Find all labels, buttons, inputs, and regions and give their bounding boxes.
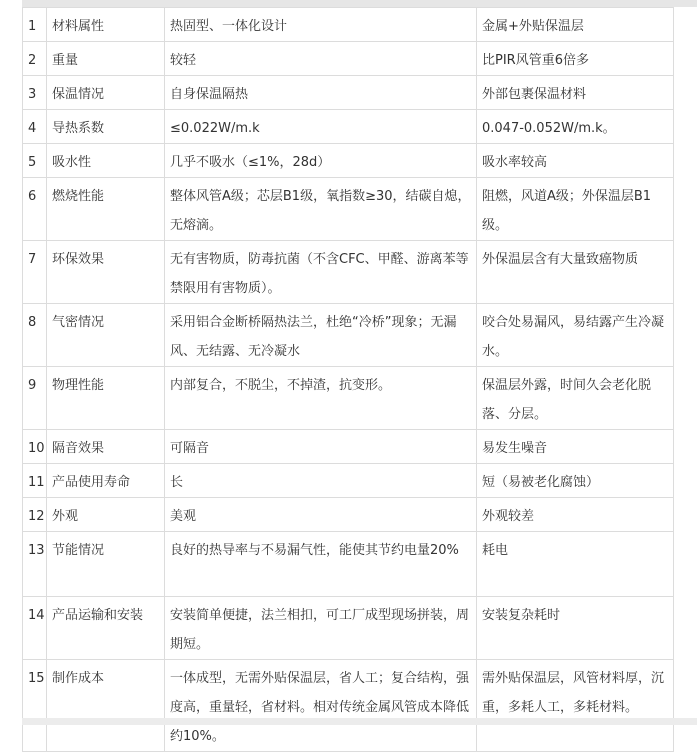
composite-duct-cell: 整体风管A级；芯层B1级，氧指数≥30，结碳自熄，无熔滴。	[165, 178, 477, 241]
row-number-cell: 6	[23, 178, 47, 241]
table-row	[23, 430, 674, 464]
table-top-edge	[22, 0, 697, 7]
table-row	[23, 178, 674, 241]
metal-duct-cell: 外观较差	[477, 498, 674, 532]
table-row	[23, 660, 674, 752]
metal-duct-cell: 保温层外露，时间久会老化脱落、分层。	[477, 367, 674, 430]
item-name-cell: 保温情况	[47, 76, 165, 110]
composite-duct-cell: 自身保温隔热	[165, 76, 477, 110]
item-name-cell: 吸水性	[47, 144, 165, 178]
composite-duct-cell: 美观	[165, 498, 477, 532]
row-number-cell: 2	[23, 42, 47, 76]
item-name-cell: 产品使用寿命	[47, 464, 165, 498]
table-row	[23, 241, 674, 304]
table-row	[23, 597, 674, 660]
row-number-cell: 15	[23, 660, 47, 752]
metal-duct-cell: 外保温层含有大量致癌物质	[477, 241, 674, 304]
composite-duct-cell: 一体成型，无需外贴保温层，省人工；复合结构，强度高，重量轻，省材料。相对传统金属风管成本降低约10%。	[165, 660, 477, 752]
composite-duct-cell: 安装简单便捷，法兰相扣，可工厂成型现场拼装，周期短。	[165, 597, 477, 660]
row-number-cell: 4	[23, 110, 47, 144]
table-row	[23, 8, 674, 42]
metal-duct-cell: 安装复杂耗时	[477, 597, 674, 660]
table-body	[23, 8, 674, 752]
table-row	[23, 498, 674, 532]
row-number-cell: 3	[23, 76, 47, 110]
metal-duct-cell: 咬合处易漏风，易结露产生冷凝水。	[477, 304, 674, 367]
composite-duct-cell: 良好的热导率与不易漏气性，能使其节约电量20%	[165, 532, 477, 597]
metal-duct-cell: 阻燃，风道A级；外保温层B1级。	[477, 178, 674, 241]
item-name-cell: 产品运输和安装	[47, 597, 165, 660]
composite-duct-cell: 几乎不吸水（≤1%，28d）	[165, 144, 477, 178]
table-row	[23, 304, 674, 367]
item-name-cell: 物理性能	[47, 367, 165, 430]
table-row	[23, 144, 674, 178]
metal-duct-cell: 外部包裹保温材料	[477, 76, 674, 110]
table-row	[23, 532, 674, 597]
item-name-cell: 导热系数	[47, 110, 165, 144]
item-name-cell: 材料属性	[47, 8, 165, 42]
metal-duct-cell: 易发生噪音	[477, 430, 674, 464]
row-number-cell: 5	[23, 144, 47, 178]
composite-duct-cell: 无有害物质，防毒抗菌（不含CFC、甲醛、游离苯等禁限用有害物质）。	[165, 241, 477, 304]
composite-duct-cell: 长	[165, 464, 477, 498]
comparison-table	[22, 7, 674, 752]
metal-duct-cell: 比PIR风管重6倍多	[477, 42, 674, 76]
item-name-cell: 节能情况	[47, 532, 165, 597]
metal-duct-cell: 耗电	[477, 532, 674, 597]
item-name-cell: 外观	[47, 498, 165, 532]
row-number-cell: 1	[23, 8, 47, 42]
table-row	[23, 42, 674, 76]
row-number-cell: 10	[23, 430, 47, 464]
table-row	[23, 76, 674, 110]
item-name-cell: 环保效果	[47, 241, 165, 304]
item-name-cell: 气密情况	[47, 304, 165, 367]
row-number-cell: 12	[23, 498, 47, 532]
table-bottom-edge	[22, 718, 697, 725]
metal-duct-cell: 0.047-0.052W/m.k。	[477, 110, 674, 144]
composite-duct-cell: 采用铝合金断桥隔热法兰，杜绝“冷桥”现象；无漏风、无结露、无冷凝水	[165, 304, 477, 367]
item-name-cell: 隔音效果	[47, 430, 165, 464]
row-number-cell: 7	[23, 241, 47, 304]
metal-duct-cell: 吸水率较高	[477, 144, 674, 178]
composite-duct-cell: 可隔音	[165, 430, 477, 464]
table-row	[23, 464, 674, 498]
composite-duct-cell: 较轻	[165, 42, 477, 76]
table-row	[23, 367, 674, 430]
metal-duct-cell: 短（易被老化腐蚀）	[477, 464, 674, 498]
metal-duct-cell: 需外贴保温层，风管材料厚，沉重，多耗人工，多耗材料。	[477, 660, 674, 752]
row-number-cell: 14	[23, 597, 47, 660]
row-number-cell: 11	[23, 464, 47, 498]
item-name-cell: 燃烧性能	[47, 178, 165, 241]
row-number-cell: 9	[23, 367, 47, 430]
item-name-cell: 重量	[47, 42, 165, 76]
table-row	[23, 110, 674, 144]
row-number-cell: 13	[23, 532, 47, 597]
composite-duct-cell: 热固型、一体化设计	[165, 8, 477, 42]
item-name-cell: 制作成本	[47, 660, 165, 752]
composite-duct-cell: ≤0.022W/m.k	[165, 110, 477, 144]
row-number-cell: 8	[23, 304, 47, 367]
composite-duct-cell: 内部复合，不脱尘，不掉渣，抗变形。	[165, 367, 477, 430]
metal-duct-cell: 金属+外贴保温层	[477, 8, 674, 42]
